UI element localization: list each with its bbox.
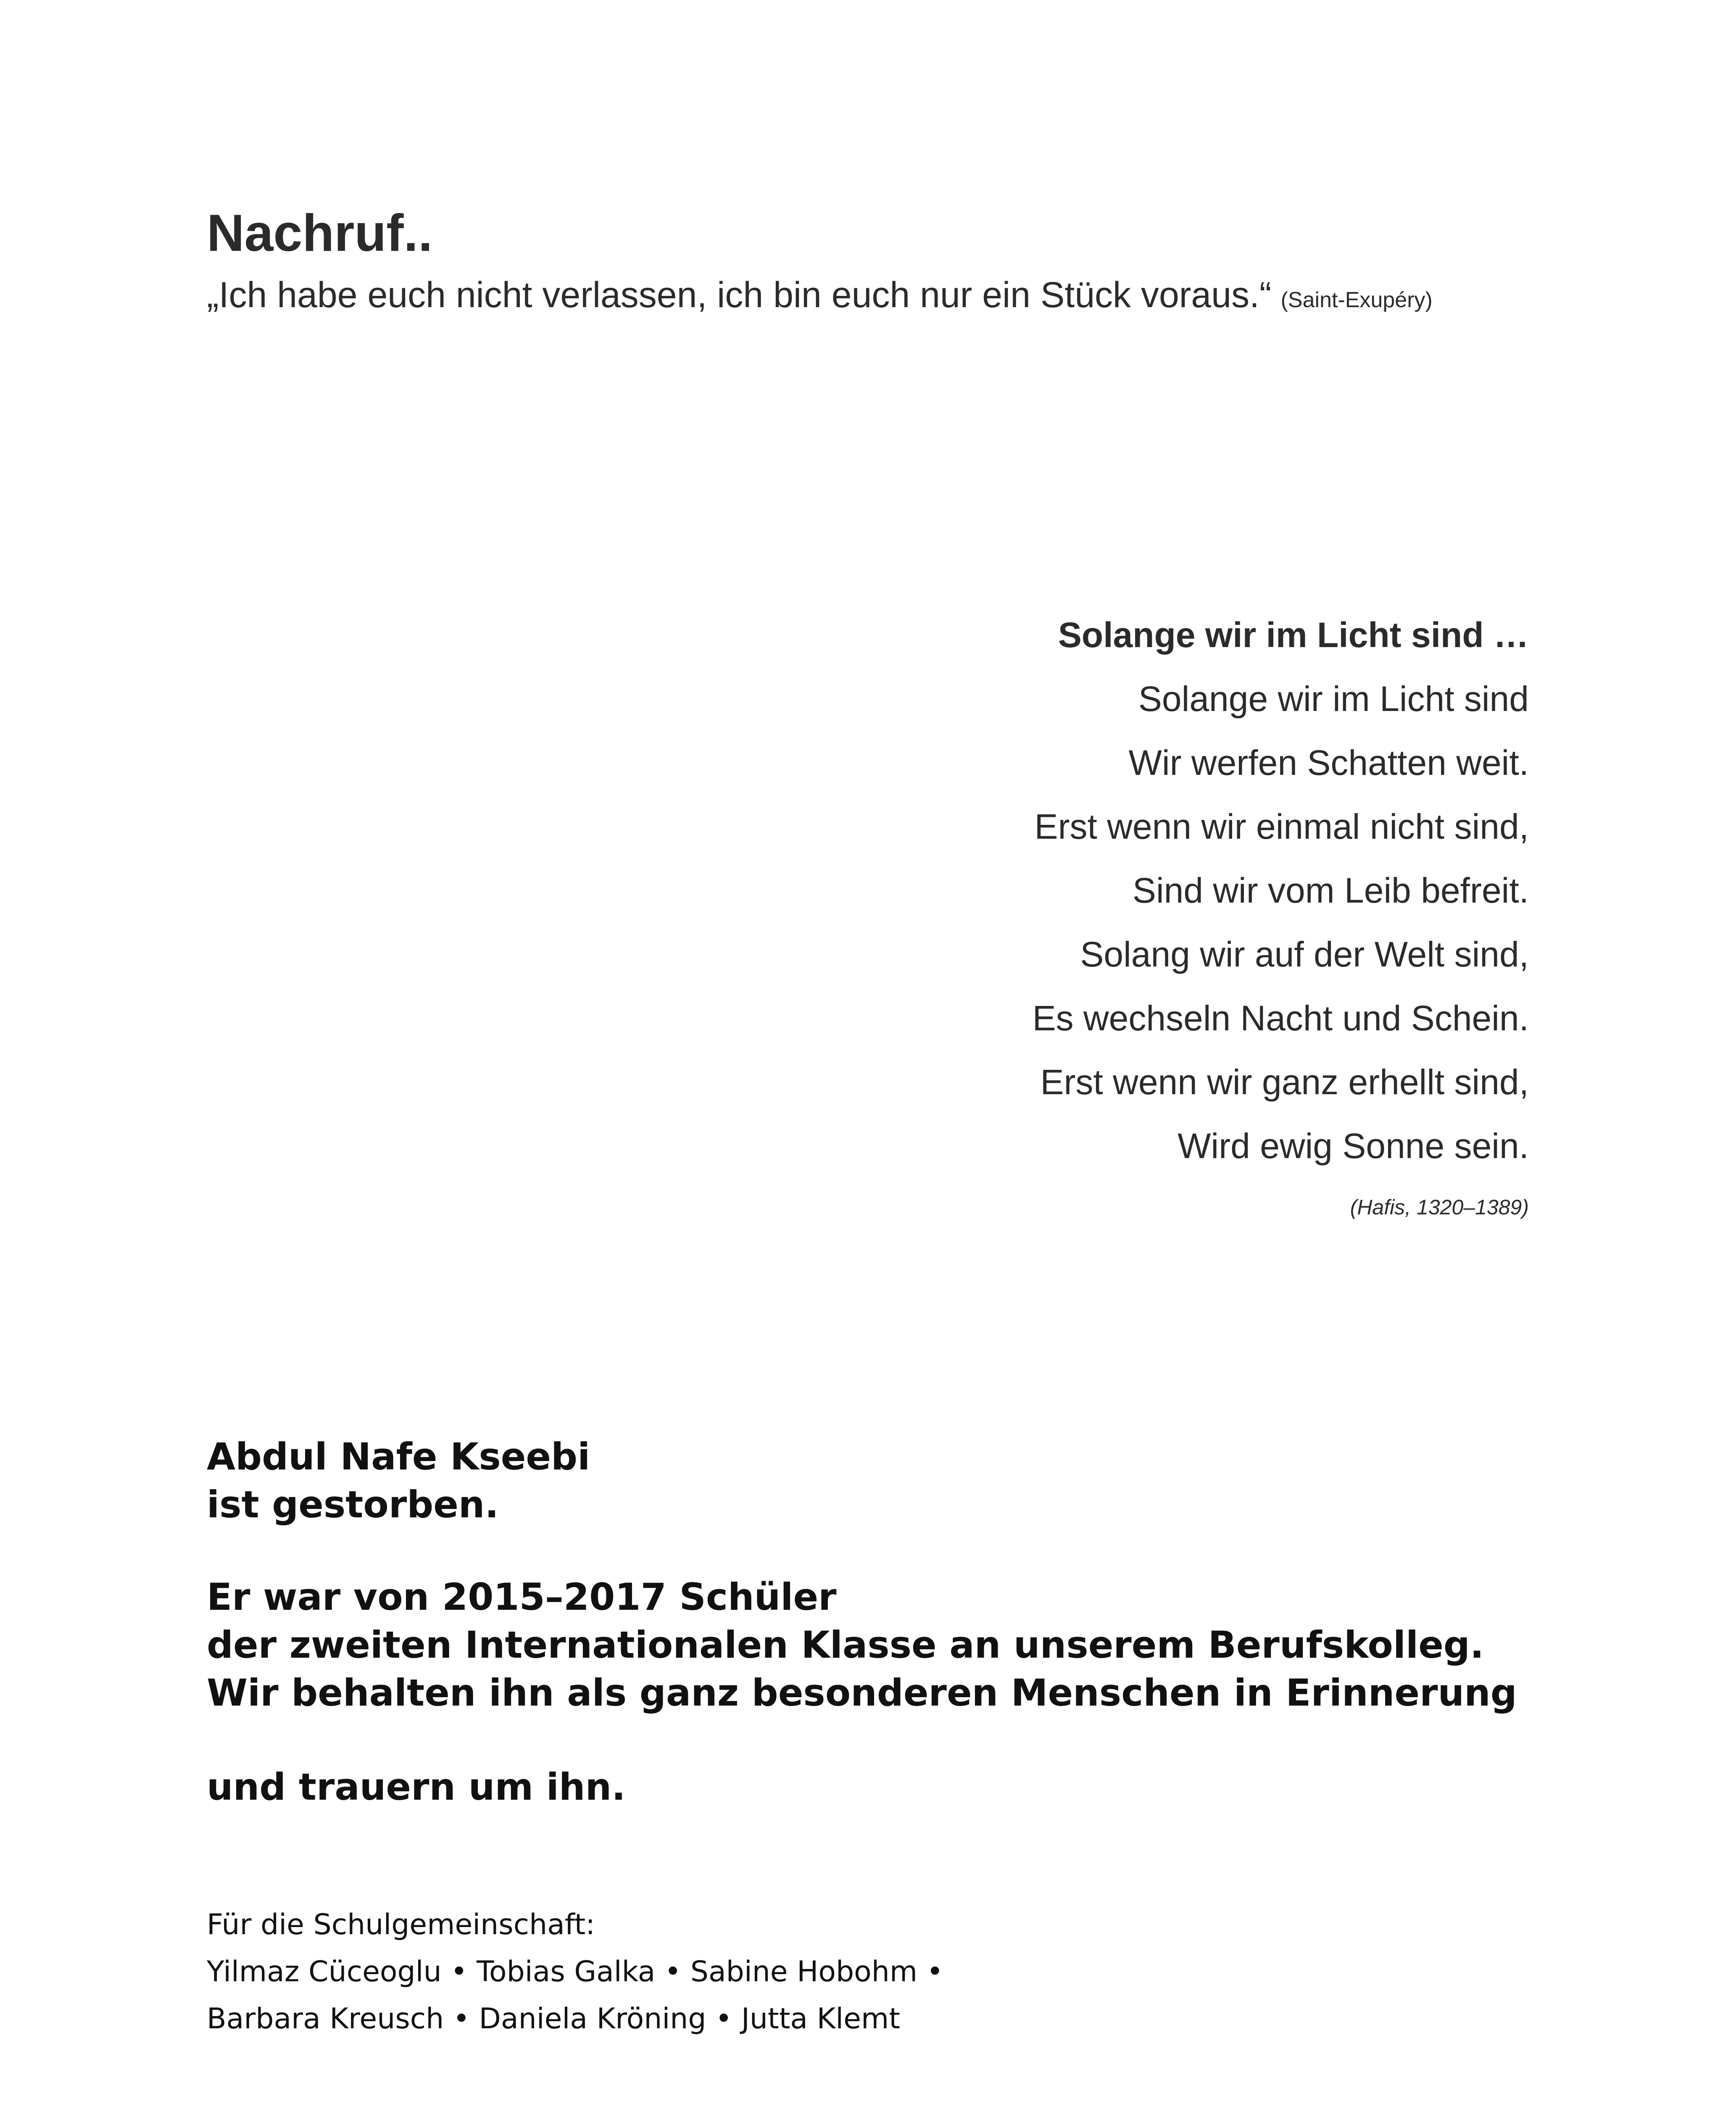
notice-line: Wir behalten ihn als ganz besonderen Menschen in Erinnerung: [207, 1671, 1517, 1714]
poem-line: Solang wir auf der Welt sind,: [1080, 935, 1529, 974]
poem-line: Erst wenn wir ganz erhellt sind,: [1040, 1062, 1529, 1102]
page-title: Nachruf..: [207, 204, 433, 262]
death-statement: ist gestorben.: [207, 1483, 499, 1526]
obituary-notice: [207, 1433, 1594, 1811]
notice-line: der zweiten Internationalen Klasse an unserem Berufskolleg.: [207, 1623, 1484, 1667]
motto-source: (Saint-Exupéry): [1280, 288, 1433, 312]
header: [207, 202, 1552, 325]
notice-line: Er war von 2015–2017 Schüler: [207, 1575, 837, 1619]
signature-intro: Für die Schulgemeinschaft:: [207, 1908, 595, 1941]
motto-text: „Ich habe euch nicht verlassen, ich bin euch nur ein Stück voraus.“: [207, 275, 1272, 315]
spacer: [207, 1529, 1594, 1573]
motto-quote: [207, 270, 1552, 325]
poem: [604, 603, 1529, 1224]
spacer: [207, 1717, 1594, 1763]
poem-line: Erst wenn wir einmal nicht sind,: [1034, 807, 1529, 846]
poem-line: Solange wir im Licht sind: [1138, 679, 1529, 719]
poem-line: Es wechseln Nacht und Schein.: [1032, 998, 1529, 1038]
poem-line: Wird ewig Sonne sein.: [1178, 1126, 1529, 1166]
poem-source: (Hafis, 1320–1389): [1350, 1195, 1529, 1219]
poem-title: Solange wir im Licht sind …: [1058, 615, 1529, 655]
notice-closing: und trauern um ihn.: [207, 1765, 626, 1809]
poem-line: Wir werfen Schatten weit.: [1128, 743, 1529, 782]
poem-line: Sind wir vom Leib befreit.: [1132, 871, 1529, 910]
signature-names: Yilmaz Cüceoglu • Tobias Galka • Sabine Hobohm •: [207, 1955, 943, 1988]
signature-names: Barbara Kreusch • Daniela Kröning • Jutta Klemt: [207, 2002, 900, 2035]
deceased-name: Abdul Nafe Kseebi: [207, 1435, 590, 1478]
signature-block: [207, 1901, 1594, 2043]
